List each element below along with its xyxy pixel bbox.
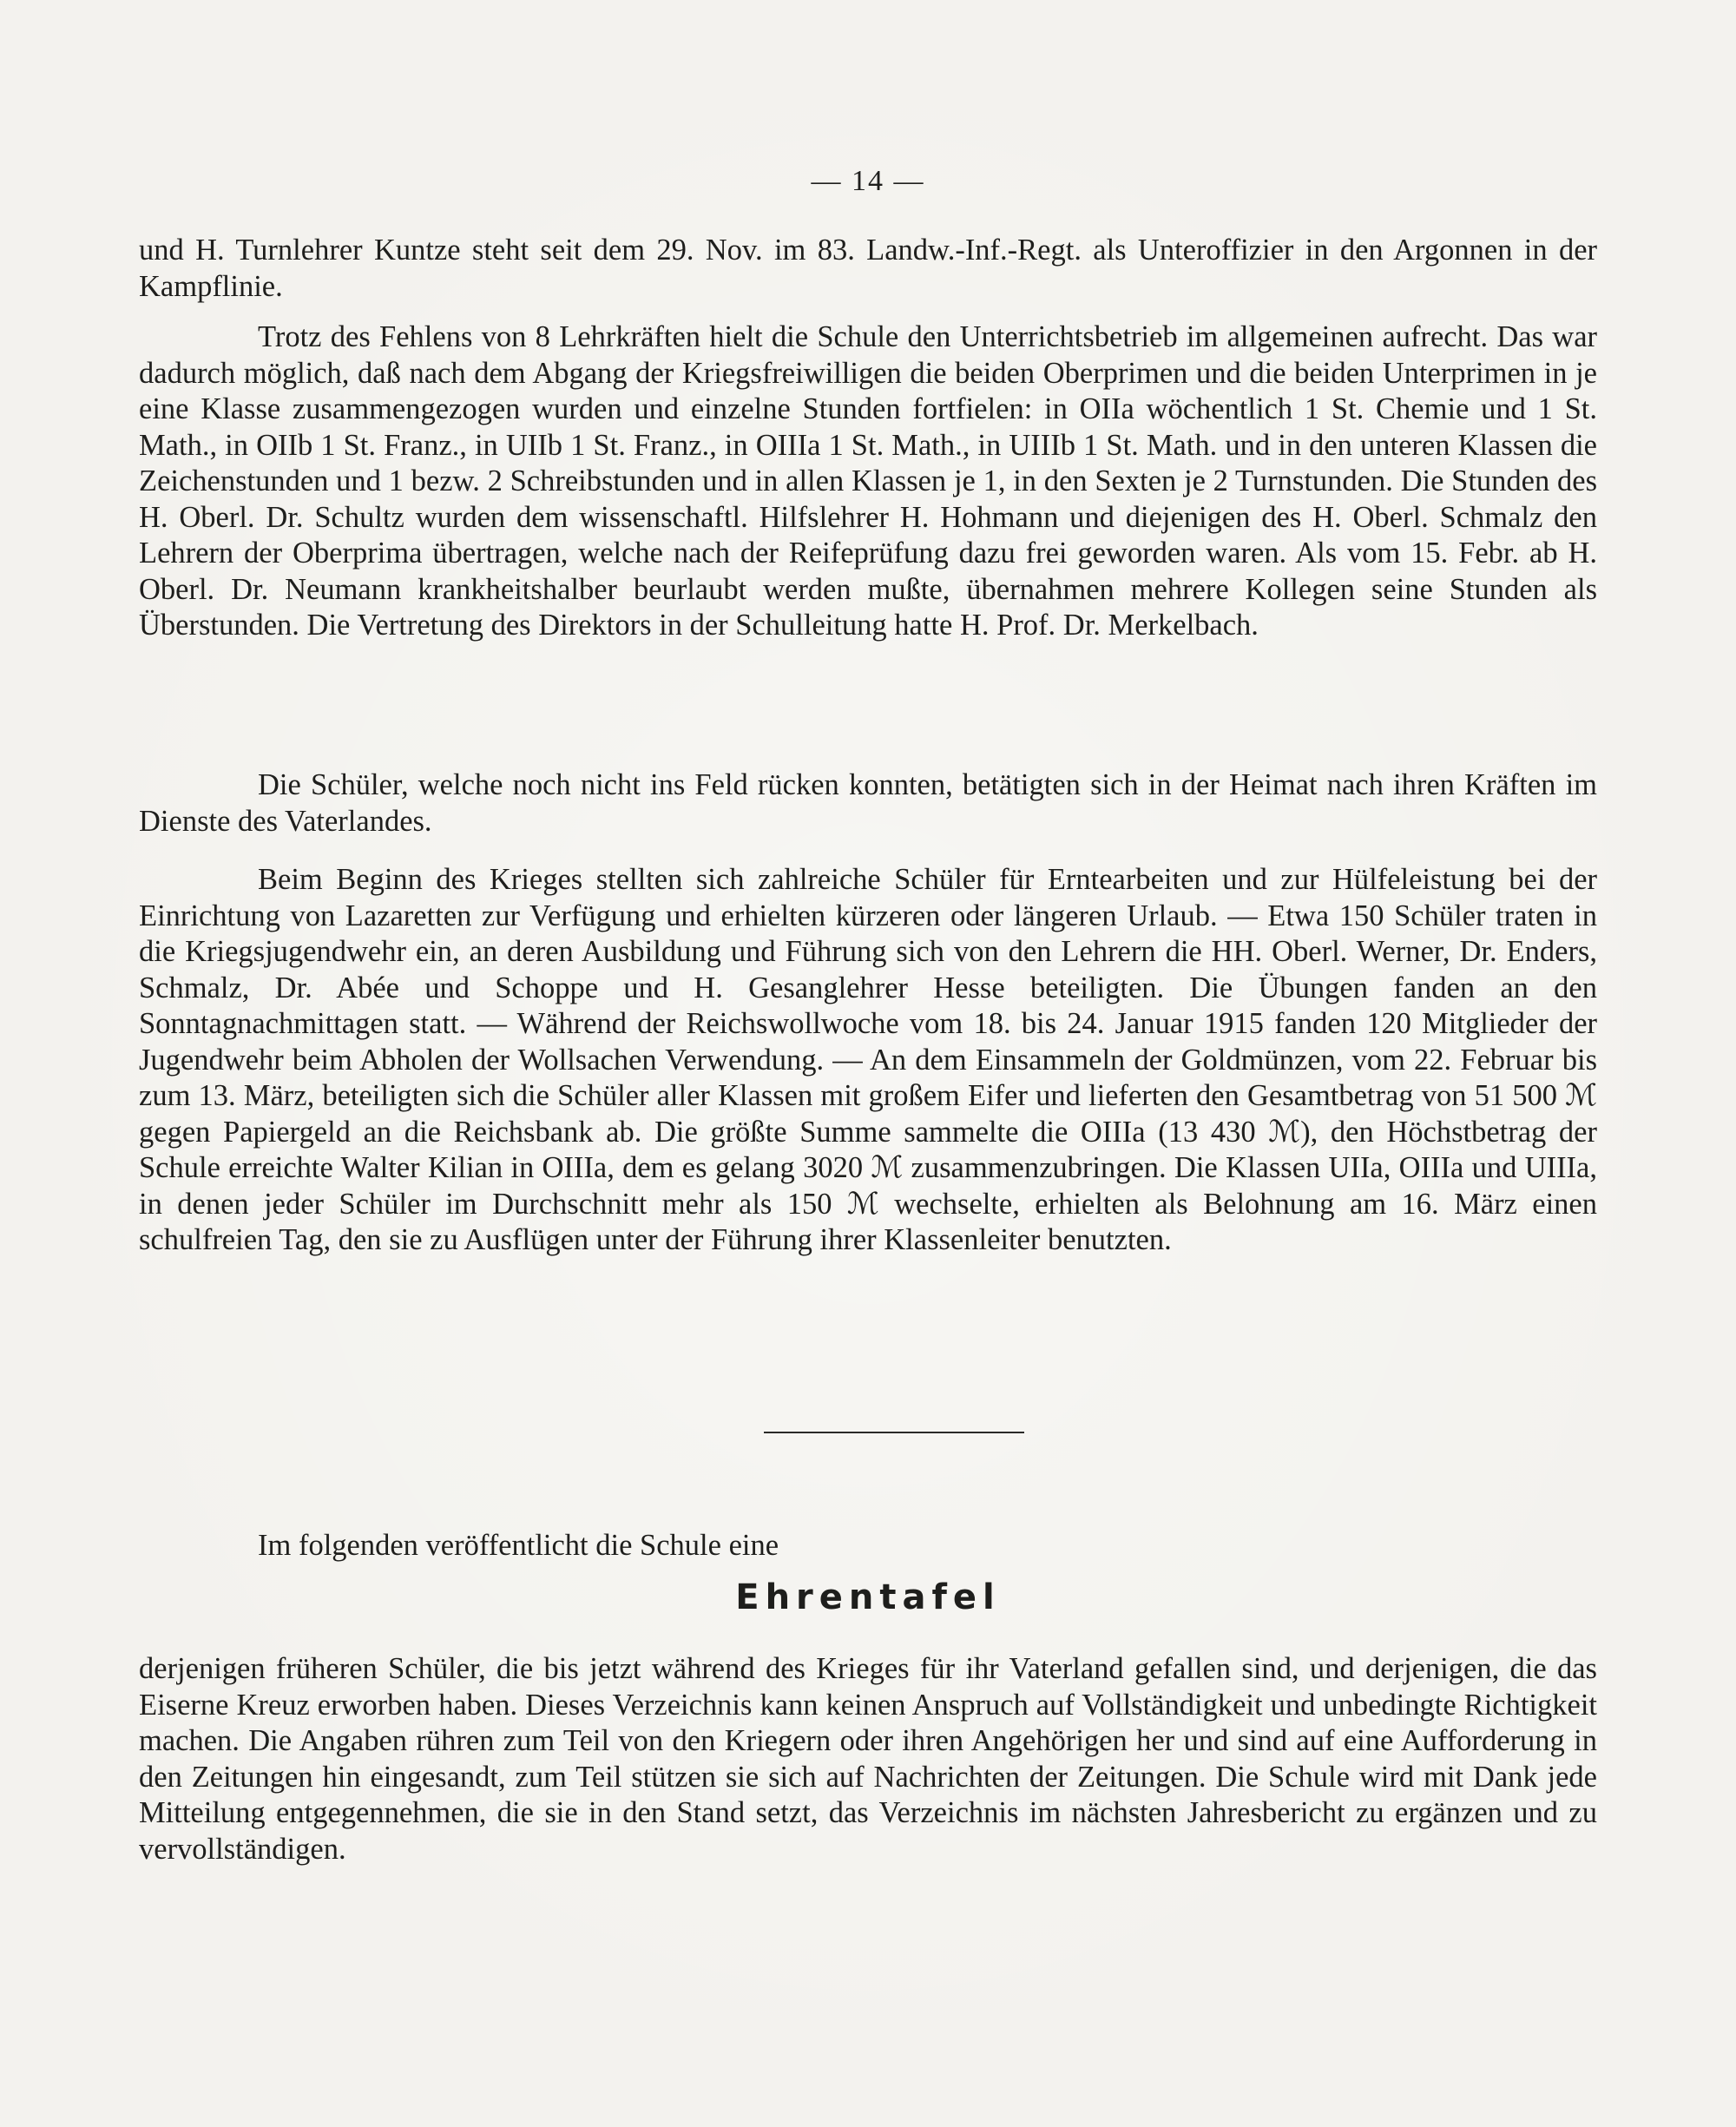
paragraph-text: Die Schüler, welche noch nicht ins Feld rücken konnten, betätigten sich in der Heimat nach ihren Kräften im Dienste des Vaterlandes. [139, 768, 1597, 838]
paragraph-honor-roll-description [139, 1651, 1597, 1867]
section-heading: Ehrentafel [735, 1577, 1001, 1617]
paragraph-teaching-operations [139, 319, 1597, 644]
paragraph-war-activities [139, 862, 1597, 1259]
paragraph-text: derjenigen früheren Schüler, die bis jetzt während des Krieges für ihr Vaterland gefallen sind, und derjenigen, die das Eiserne Kreuz erworben haben. Dieses Verzeichnis kann keinen Anspruch auf Vollständigkeit und unbedingte Richtigkeit machen. Die Angaben rühren zum Teil von den Kriegern oder ihren Angehörigen her und sind auf eine Aufforderung in den Zeitungen hin eingesandt, zum Teil stützen sie sich auf Nachrichten der Zeitungen. Die Schule wird mit Dank jede Mitteilung entgegennehmen, die sie in den Stand setzt, das Verzeichnis im nächsten Jahresbericht zu ergänzen und zu vervollständigen. [139, 1652, 1597, 1866]
paragraph-students-home-service [139, 767, 1597, 840]
intro-line: Im folgenden veröffentlicht die Schule eine [258, 1529, 779, 1562]
paragraph-text: Trotz des Fehlens von 8 Lehrkräften hielt die Schule den Unterrichtsbetrieb im allgemeinen aufrecht. Das war dadurch möglich, daß nach dem Abgang der Kriegsfreiwilligen die beiden Oberprimen und die beiden Unterprimen in je eine Klasse zusammengezogen wurden und einzelne Stunden fortfielen: in OIIa wöchentlich 1 St. Chemie und 1 St. Math., in OIIb 1 St. Franz., in UIIb 1 St. Franz., in OIIIa 1 St. Math., in UIIIb 1 St. Math. und in den unteren Klassen die Zeichenstunden und 1 bezw. 2 Schreibstunden und in allen Klassen je 1, in den Sexten je 2 Turnstunden. Die Stunden des H. Oberl. Dr. Schultz wurden dem wissenschaftl. Hilfslehrer H. Hohmann und diejenigen des H. Oberl. Schmalz den Lehrern der Oberprima übertragen, welche nach der Reifeprüfung dazu frei geworden waren. Als vom 15. Febr. ab H. Oberl. Dr. Neumann krankheitshalber beurlaubt werden mußte, übernahmen mehrere Kollegen seine Stunden als Überstunden. Die Vertretung des Direktors in der Schulleitung hatte H. Prof. Dr. Merkelbach. [139, 320, 1597, 642]
page-number: — 14 — [811, 165, 925, 197]
section-divider [764, 1432, 1024, 1433]
paragraph-text: und H. Turnlehrer Kuntze steht seit dem 29. Nov. im 83. Landw.-Inf.-Regt. als Unteroffizier in den Argonnen in der Kampflinie. [139, 234, 1597, 303]
paragraph-text: Beim Beginn des Krieges stellten sich zahlreiche Schüler für Erntearbeiten und zur Hülfeleistung bei der Einrichtung von Lazaretten zur Verfügung und erhielten kürzeren oder längeren Urlaub. — Etwa 150 Schüler traten in die Kriegsjugendwehr ein, an deren Ausbildung und Führung sich von den Lehrern die HH. Oberl. Werner, Dr. Enders, Schmalz, Dr. Abée und Schoppe und H. Gesanglehrer Hesse beteiligten. Die Übungen fanden an den Sonntagnachmittagen statt. — Während der Reichswollwoche vom 18. bis 24. Januar 1915 fanden 120 Mitglieder der Jugendwehr beim Abholen der Wollsachen Verwendung. — An dem Einsammeln der Goldmünzen, vom 22. Februar bis zum 13. März, beteiligten sich die Schüler aller Klassen mit großem Eifer und lieferten den Gesamtbetrag von 51 500 ℳ gegen Papiergeld an die Reichsbank ab. Die größte Summe sammelte die OIIIa (13 430 ℳ), den Höchstbetrag der Schule erreichte Walter Kilian in OIIIa, dem es gelang 3020 ℳ zusammenzubringen. Die Klassen UIIa, OIIIa und UIIIa, in denen jeder Schüler im Durchschnitt mehr als 150 ℳ wechselte, erhielten als Belohnung am 16. März einen schulfreien Tag, den sie zu Ausflügen unter der Führung ihrer Klassenleiter benutzten. [139, 863, 1597, 1256]
paragraph-continuation [139, 233, 1597, 305]
